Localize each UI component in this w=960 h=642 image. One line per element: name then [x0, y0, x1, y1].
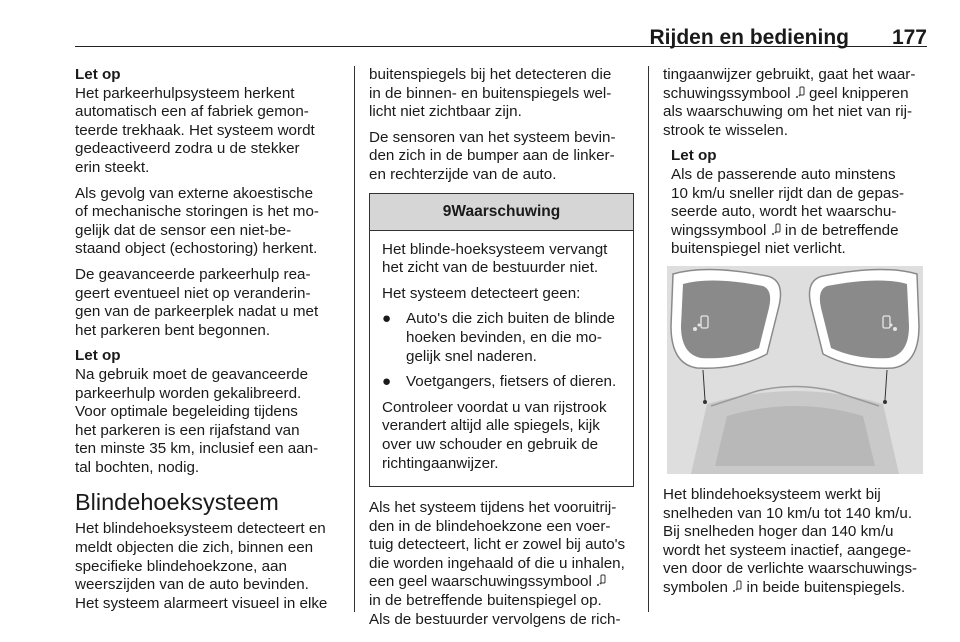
warning-paragraph: [382, 285, 623, 304]
blind-spot-warning-icon: [771, 223, 781, 237]
paragraph-mirrors: [369, 66, 634, 122]
text-line: Als de passerende auto minstens: [671, 165, 896, 183]
text-line: De geavanceerde parkeerhulp rea-: [75, 265, 311, 283]
text-line: Als het systeem tijdens het vooruitrij-: [369, 499, 617, 517]
text-line: Het blindehoeksysteem detecteert en: [75, 520, 326, 538]
text-line: teerde trekhaak. Het systeem wordt: [75, 121, 315, 139]
text-line: 10 km/u sneller rijdt dan de gepas-: [671, 184, 905, 202]
text-line: snelheden van 10 km/u tot 140 km/u.: [663, 504, 913, 522]
text-line: Na gebruik moet de geavanceerde: [75, 365, 309, 383]
text-line: geert eventueel niet op veranderin-: [75, 284, 311, 302]
right-sensor-marker: [883, 400, 887, 404]
text-fragment: in beide buitenspiegels.: [746, 578, 906, 596]
text-line: tal bochten, nodig.: [75, 458, 200, 476]
text-line: Voor optimale begeleiding tijdens: [75, 403, 298, 421]
text-line: seerde auto, wordt het waarschu-: [671, 203, 897, 221]
column-1: [75, 66, 345, 620]
note-parking-towbar: [75, 66, 345, 178]
blind-spot-warning-icon: [795, 86, 805, 100]
warning-title: Waarschuwing: [451, 202, 561, 220]
text-line: [671, 222, 928, 241]
note-passing-speed: [663, 147, 928, 259]
text-line: die worden ingehaald of die u inhalen,: [369, 554, 625, 572]
warning-paragraph: [382, 399, 623, 473]
text-line: [369, 573, 634, 592]
note-calibration: [75, 347, 345, 477]
text-line: staand object (echostoring) herkent.: [75, 240, 318, 258]
paragraph-interference: [75, 185, 345, 259]
text-line: hoeken bevinden, en die mo-: [406, 328, 602, 346]
right-mirror-glass: [820, 280, 909, 358]
warning-box: [369, 193, 634, 488]
text-line: meldt objecten die zich, binnen een: [75, 539, 314, 557]
text-line: Als de bestuurder vervolgens de rich-: [369, 610, 621, 628]
left-sensor-marker: [703, 400, 707, 404]
column-divider-2: [648, 66, 649, 612]
text-line: Het systeem detecteert geen:: [382, 284, 581, 302]
text-line: over uw schouder en gebruik de: [382, 435, 599, 453]
text-line: buitenspiegels bij het detecteren die: [369, 66, 612, 83]
warning-symbol: 9: [442, 202, 452, 220]
column-3: [663, 66, 928, 605]
text-line: licht niet zichtbaar zijn.: [369, 103, 522, 121]
text-line: Als gevolg van externe akoestische: [75, 184, 314, 202]
bullet-marker: ●: [382, 310, 392, 328]
note-label: Let op: [75, 66, 121, 83]
text-line: verandert altijd alle spiegels, kijk: [382, 417, 600, 435]
paragraph-detection: [369, 499, 634, 629]
text-line: Auto's die zich buiten de blinde: [406, 310, 615, 328]
text-line: [663, 579, 928, 598]
text-line: of mechanische storingen is het mo-: [75, 203, 319, 221]
text-fragment: in de betreffende: [784, 221, 899, 239]
paragraph-flashing: [663, 66, 928, 140]
text-line: gelijk dat de sensor een niet-be-: [75, 221, 292, 239]
text-fragment: geel knipperen: [808, 84, 909, 102]
text-fragment: wingssymbool: [671, 221, 767, 239]
text-line: Het systeem alarmeert visueel in elke: [75, 594, 328, 612]
left-mirror-glass: [681, 280, 770, 358]
paragraph-speed-range: [663, 486, 928, 598]
note-label: Let op: [671, 147, 717, 165]
text-line: automatisch een af fabriek gemon-: [75, 103, 309, 121]
text-line: Het parkeerhulpsysteem herkent: [75, 84, 295, 102]
text-line: in de betreffende buitenspiegel op.: [369, 592, 602, 610]
text-line: De sensoren van het systeem bevin-: [369, 128, 616, 146]
mirror-illustration: [667, 266, 923, 474]
text-fragment: schuwingssymbool: [663, 84, 791, 102]
text-line: weerszijden van de auto bevinden.: [75, 576, 309, 594]
text-line: den in de blindehoekzone een voer-: [369, 517, 611, 535]
paragraph-blind-spot-intro: [75, 520, 345, 613]
text-line: wordt het systeem inactief, aangege-: [663, 541, 912, 559]
bullet-item: [382, 310, 623, 366]
car-windshield: [715, 406, 875, 466]
paragraph-parking-space-changes: [75, 266, 345, 340]
text-line: Het blindehoeksysteem werkt bij: [663, 485, 881, 503]
bullet-marker: ●: [382, 373, 392, 391]
blind-spot-warning-icon: [596, 574, 606, 588]
text-line: Controleer voordat u van rijstrook: [382, 398, 607, 416]
text-line: tuig detecteert, licht er zowel bij auto's: [369, 536, 626, 554]
text-line: Het blinde-hoeksysteem vervangt: [382, 240, 608, 258]
text-line: Bij snelheden hoger dan 140 km/u: [663, 523, 894, 541]
text-line: in de binnen- en buitenspiegels wel-: [369, 84, 612, 102]
text-line: Voetgangers, fietsers of dieren.: [406, 373, 617, 391]
text-fragment: symbolen: [663, 578, 728, 596]
section-heading: Blindehoeksysteem: [75, 489, 279, 516]
text-line: parkeerhulp worden gekalibreerd.: [75, 384, 302, 402]
text-line: het parkeren bent begonnen.: [75, 321, 271, 339]
page-header: [75, 6, 927, 47]
text-line: gen van de parkeerplek nadat u met: [75, 303, 319, 321]
text-line: [663, 85, 928, 104]
bullet-item: [382, 373, 623, 392]
text-line: richtingaanwijzer.: [382, 454, 499, 472]
text-line: gedeactiveerd zodra u de stekker: [75, 140, 300, 158]
column-divider-1: [354, 66, 355, 612]
text-line: buitenspiegel niet verlicht.: [671, 240, 846, 258]
text-line: den zich in de bumper aan de linker-: [369, 147, 615, 165]
warning-paragraph: [382, 241, 623, 278]
text-line: ten minste 35 km, inclusief een aan-: [75, 440, 319, 458]
text-line: erin steekt.: [75, 158, 150, 176]
warning-header: [370, 194, 633, 231]
text-line: als waarschuwing om het niet van rij-: [663, 103, 913, 121]
page-number: 177: [891, 26, 927, 49]
text-line: strook te wisselen.: [663, 121, 788, 139]
text-line: tingaanwijzer gebruikt, gaat het waar-: [663, 66, 916, 83]
text-line: het zicht van de bestuurder niet.: [382, 259, 599, 277]
paragraph-sensors: [369, 129, 634, 185]
text-line: en rechterzijde van de auto.: [369, 165, 557, 183]
text-line: gelijk snel naderen.: [406, 347, 537, 365]
note-label: Let op: [75, 347, 121, 365]
warning-body: [370, 231, 633, 487]
text-line: ven door de verlichte waarschuwings-: [663, 560, 918, 578]
text-fragment: een geel waarschuwingssymbool: [369, 573, 592, 591]
text-line: specifieke blindehoekzone, aan: [75, 557, 287, 575]
blind-spot-warning-icon: [732, 580, 742, 594]
text-line: het parkeren is een rijafstand van: [75, 421, 300, 439]
chapter-title: Rijden en bediening: [649, 26, 849, 49]
column-2: [369, 66, 634, 636]
